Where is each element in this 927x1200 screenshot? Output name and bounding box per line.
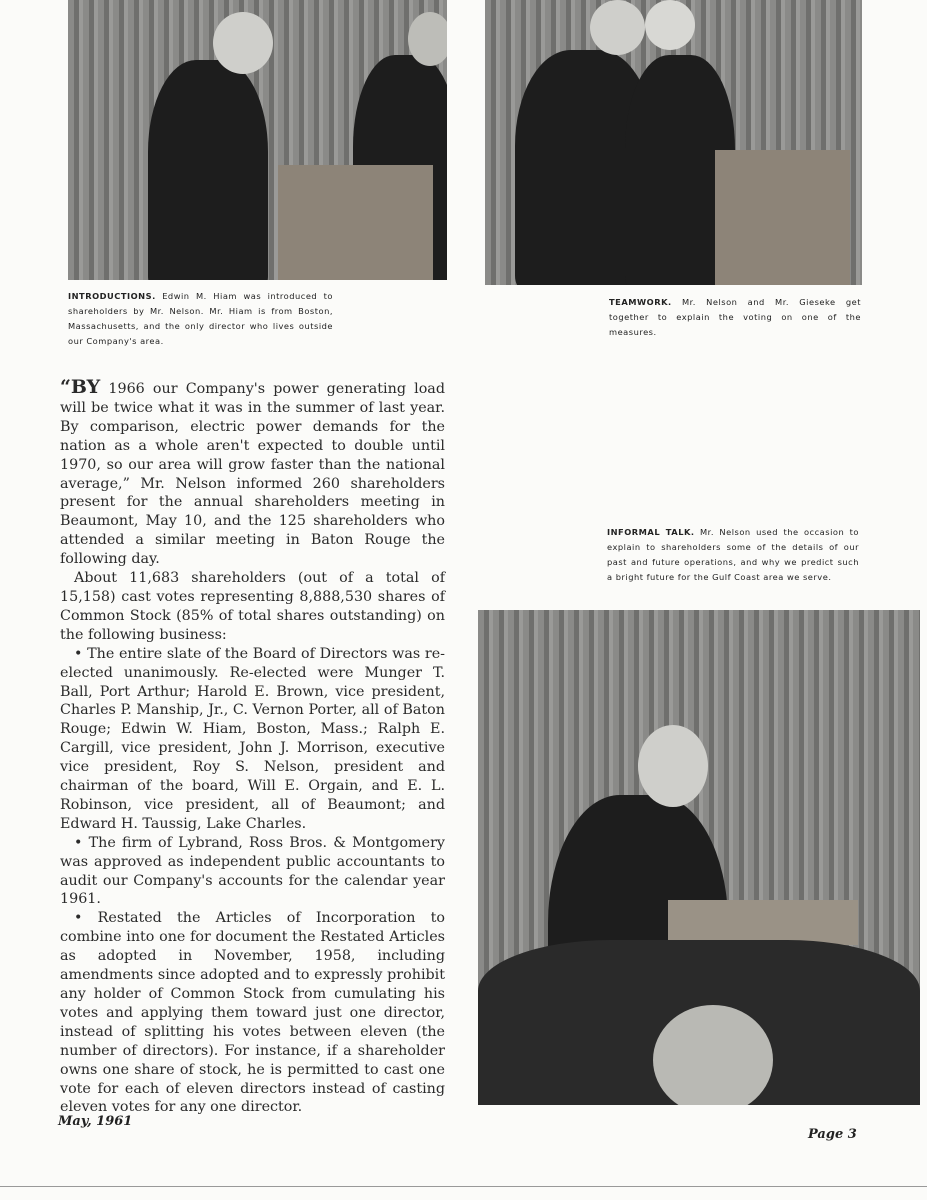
article-paragraph: • The entire slate of the Board of Directors was re-elected unanimously. Re-elected were Munger T. Ball, Port Arthur; Harold E. Brown, vice president, Charles P. Manship, Jr., C. Vernon Porter, all of Baton Rouge; Edwin W. Hiam, Boston, Mass.; Ralph E. Cargill, vice president, John J. Morrison, executive vice president, Roy S. Nelson, president and chairman of the board, Will E. Orgain, and E. L. Robinson, vice president, all of Beaumont; and Edward H. Taussig, Lake Charles. [60, 645, 445, 832]
bottom-rule [0, 1186, 927, 1187]
article-paragraph: About 11,683 shareholders (out of a total of 15,158) cast votes representing 8,888,530 shares of Common Stock (85% of total shares outstanding) on the following business: [60, 570, 445, 643]
teamwork-photo [485, 0, 862, 285]
article-body [60, 378, 445, 1117]
article-paragraph: “BY 1966 our Company's power generating load will be twice what it was in the summer of last year. By comparison, electric power demands for the nation as a whole aren't expected to double until 1970, so our area will grow faster than the national average,” Mr. Nelson informed 260 shareholders present for the annual shareholders meeting in Beaumont, May 10, and the 125 shareholders who attended a similar meeting in Baton Rouge the following day. [60, 376, 445, 568]
article-paragraph: • Restated the Articles of Incorporation to combine into one for document the Restated Articles as adopted in November, 1958, including amendments since adopted and to expressly prohibit any holder of Common Stock from cumulating his votes and applying them toward just one director, instead of splitting his votes between eleven (the number of directors). For instance, if a shareholder owns one share of stock, he is permitted to cast one vote for each of eleven directors instead of casting eleven votes for any one director. [60, 910, 445, 1116]
informal-talk-caption: INFORMAL TALK. Mr. Nelson used the occasion to explain to shareholders some of the details of our past and future operations, and why we predict such a bright future for the Gulf Coast area we serve. [607, 527, 859, 582]
introductions-photo [68, 0, 447, 280]
page-number: Page 3 [808, 1127, 857, 1142]
article-paragraph: • The firm of Lybrand, Ross Bros. & Montgomery was approved as independent public accountants to audit our Company's accounts for the calendar year 1961. [60, 834, 445, 908]
introductions-caption: INTRODUCTIONS. Edwin M. Hiam was introduced to shareholders by Mr. Nelson. Mr. Hiam is from Boston, Massachusetts, and the only director who lives outside our Company's area. [68, 291, 333, 346]
footer-date: May, 1961 [58, 1114, 133, 1129]
informal-talk-photo [478, 610, 920, 1105]
teamwork-caption: TEAMWORK. Mr. Nelson and Mr. Gieseke get together to explain the voting on one of the measures. [609, 297, 862, 337]
